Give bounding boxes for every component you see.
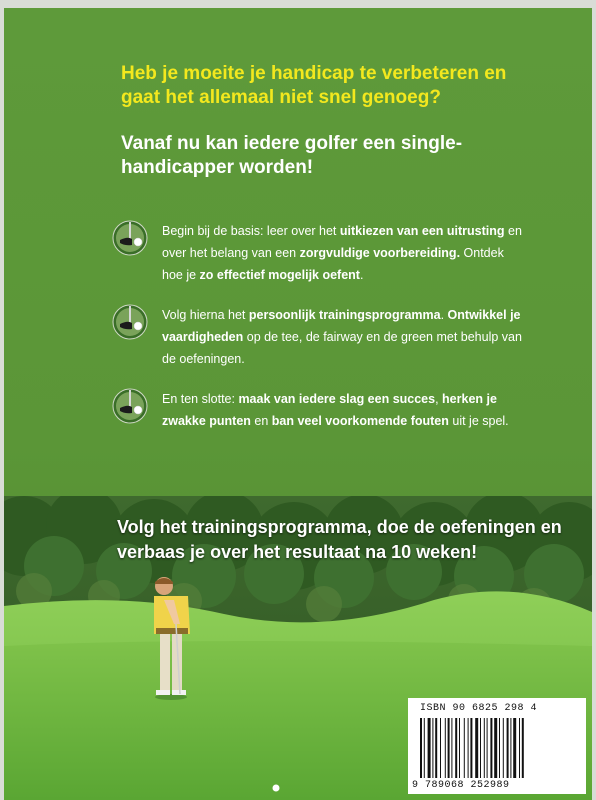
isbn-label: ISBN 90 6825 298 4 bbox=[420, 703, 538, 714]
bullet-text: En ten slotte: maak van iedere slag een succes, herken je zwakke punten en ban veel voorkomende fouten uit je spel. bbox=[162, 392, 509, 428]
bottom-headline: Volg het trainingsprogramma, doe de oefeningen en verbaas je over het resultaat na 10 weken! bbox=[117, 517, 562, 562]
golf-club-ball-icon bbox=[112, 220, 148, 256]
golf-club-ball-icon bbox=[112, 304, 148, 340]
headline-promise: Vanaf nu kan iedere golfer een single-handicapper worden! bbox=[121, 133, 463, 178]
isbn-barcode bbox=[408, 698, 586, 794]
bullet-item-training bbox=[112, 304, 532, 384]
barcode-bars bbox=[420, 718, 576, 780]
book-back-cover bbox=[4, 8, 592, 800]
headline-question: Heb je moeite je handicap te verbeteren en gaat het allemaal niet snel genoeg? bbox=[121, 63, 507, 108]
barcode-number: 9 789068 252989 bbox=[412, 780, 510, 791]
bullet-item-basics bbox=[112, 220, 532, 300]
bullet-item-success bbox=[112, 388, 532, 468]
golf-club-ball-icon bbox=[112, 388, 148, 424]
bullet-text: Begin bij de basis: leer over het uitkiezen van een uitrusting en over het belang van een zorgvuldige voorbereiding. Ontdek hoe je zo effectief mogelijk oefent. bbox=[162, 224, 522, 282]
bullet-text: Volg hierna het persoonlijk trainingsprogramma. Ontwikkel je vaardigheden op de tee, de fairway en de green met behulp van de oefeningen. bbox=[162, 308, 522, 366]
